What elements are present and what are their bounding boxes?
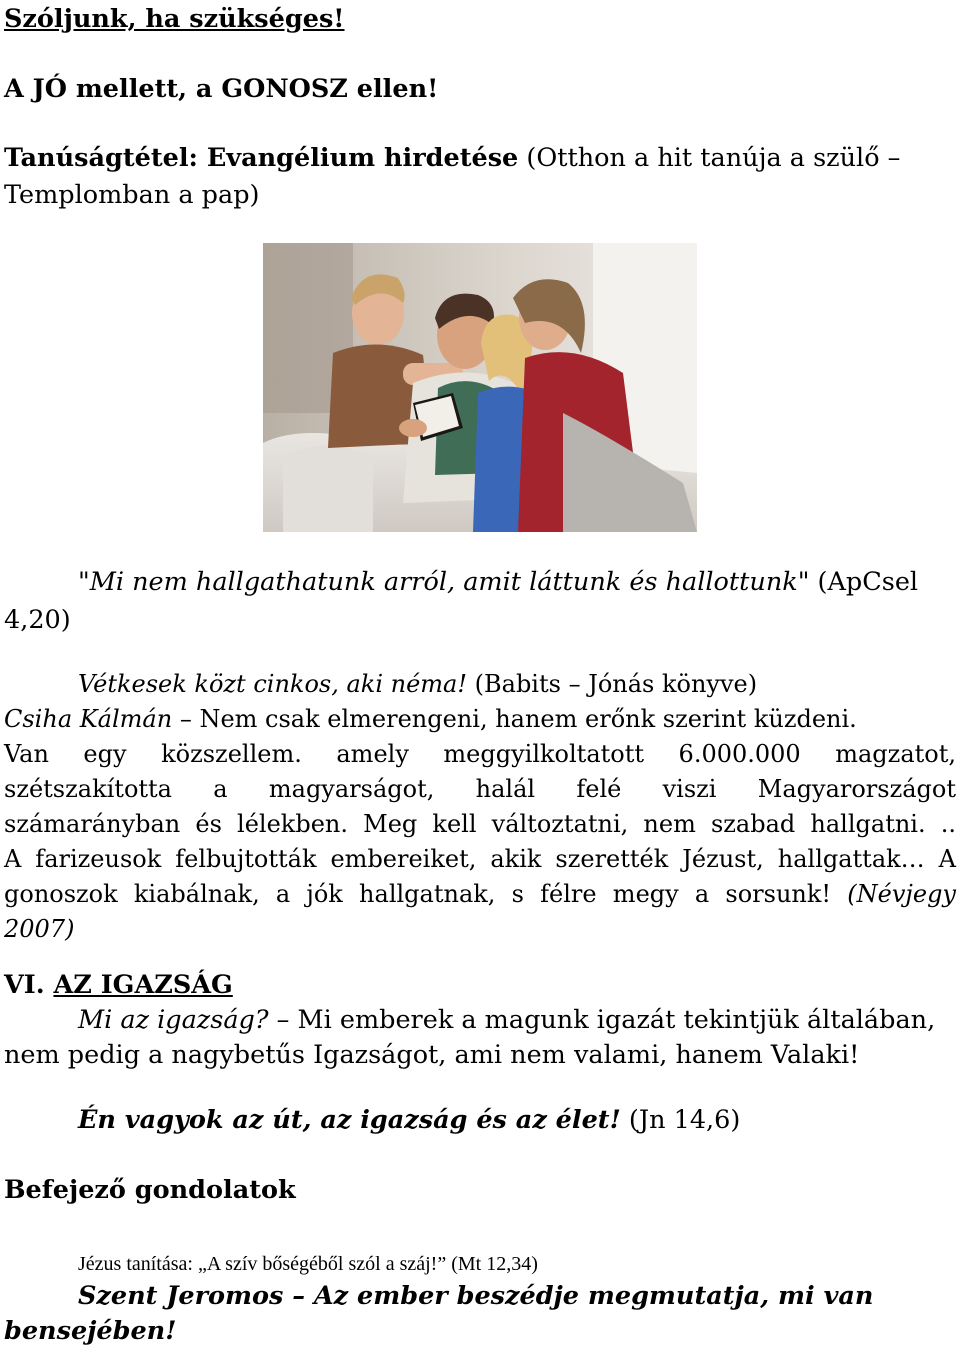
section-6-line-1 xyxy=(78,1005,935,1035)
babits-quote: Vétkesek közt cinkos, aki néma! xyxy=(78,670,467,698)
quote1-italic: "Mi nem hallgathatunk arról, amit láttunk és hallottunk" xyxy=(78,567,810,597)
quote2 xyxy=(78,1105,740,1135)
testimony-bold: Tanúságtétel: Evangélium hirdetése xyxy=(4,143,519,173)
paragraph-line-4: szétszakította a magyarságot, halál felé viszi Magyarországot xyxy=(4,775,956,803)
section-6-heading xyxy=(4,970,233,1000)
jerome-line-1: Szent Jeromos – Az ember beszédje megmutatja, mi van xyxy=(78,1281,874,1311)
paragraph-line-3: Van egy közszellem. amely meggyilkoltatott 6.000.000 magzatot, xyxy=(4,740,956,768)
paragraph-line-7-text: gonoszok kiabálnak, a jók hallgatnak, s félre megy a sorsunk! xyxy=(4,880,848,908)
closing-title: Befejező gondolatok xyxy=(4,1175,296,1205)
paragraph-line-5: számarányban és lélekben. Meg kell változtatni, nem szabad hallgatni. .. xyxy=(4,810,956,838)
testimony-line-2: Templomban a pap) xyxy=(4,180,260,210)
paragraph-line-6: A farizeusok felbujtották embereiket, akik szerették Jézust, hallgattak… A xyxy=(4,845,956,873)
paragraph-line-2-rest: – Nem csak elmerengeni, hanem erőnk szerint küzdeni. xyxy=(172,705,857,733)
quote2-ref: (Jn 14,6) xyxy=(620,1105,741,1135)
section-6-line-2: nem pedig a nagybetűs Igazságot, ami nem valami, hanem Valaki! xyxy=(4,1040,860,1070)
testimony-rest: (Otthon a hit tanúja a szülő – xyxy=(518,143,901,173)
paragraph-line-7 xyxy=(4,879,956,909)
section-title: AZ IGAZSÁG xyxy=(53,970,233,1000)
truth-question: Mi az igazság? xyxy=(78,1005,269,1035)
quote2-text: Én vagyok az út, az igazság és az élet! xyxy=(78,1105,621,1135)
section-6-line-1-rest: – Mi emberek a magunk igazát tekintjük általában, xyxy=(268,1005,936,1035)
paragraph-line-2 xyxy=(4,704,857,734)
page-heading: Szóljunk, ha szükséges! xyxy=(4,4,345,34)
quote1-line-1 xyxy=(78,567,918,597)
nevjegy-ref: (Névjegy xyxy=(847,880,956,908)
section-number: VI. xyxy=(4,970,54,1000)
paragraph-line-1 xyxy=(78,669,757,699)
paragraph-line-8: 2007) xyxy=(4,915,75,943)
jerome-line-2: bensejében! xyxy=(4,1316,177,1346)
testimony-line-1 xyxy=(4,143,900,173)
author-name: Csiha Kálmán xyxy=(4,705,173,733)
babits-ref: (Babits – Jónás könyve) xyxy=(467,670,758,698)
subheading: A JÓ mellett, a GONOSZ ellen! xyxy=(4,74,439,104)
quote1-line-2: 4,20) xyxy=(4,605,71,635)
quote1-ref: (ApCsel xyxy=(809,567,919,597)
family-reading-bible-photo xyxy=(263,243,697,532)
jesus-teaching: Jézus tanítása: „A szív bőségéből szól a száj!” (Mt 12,34) xyxy=(78,1253,538,1275)
